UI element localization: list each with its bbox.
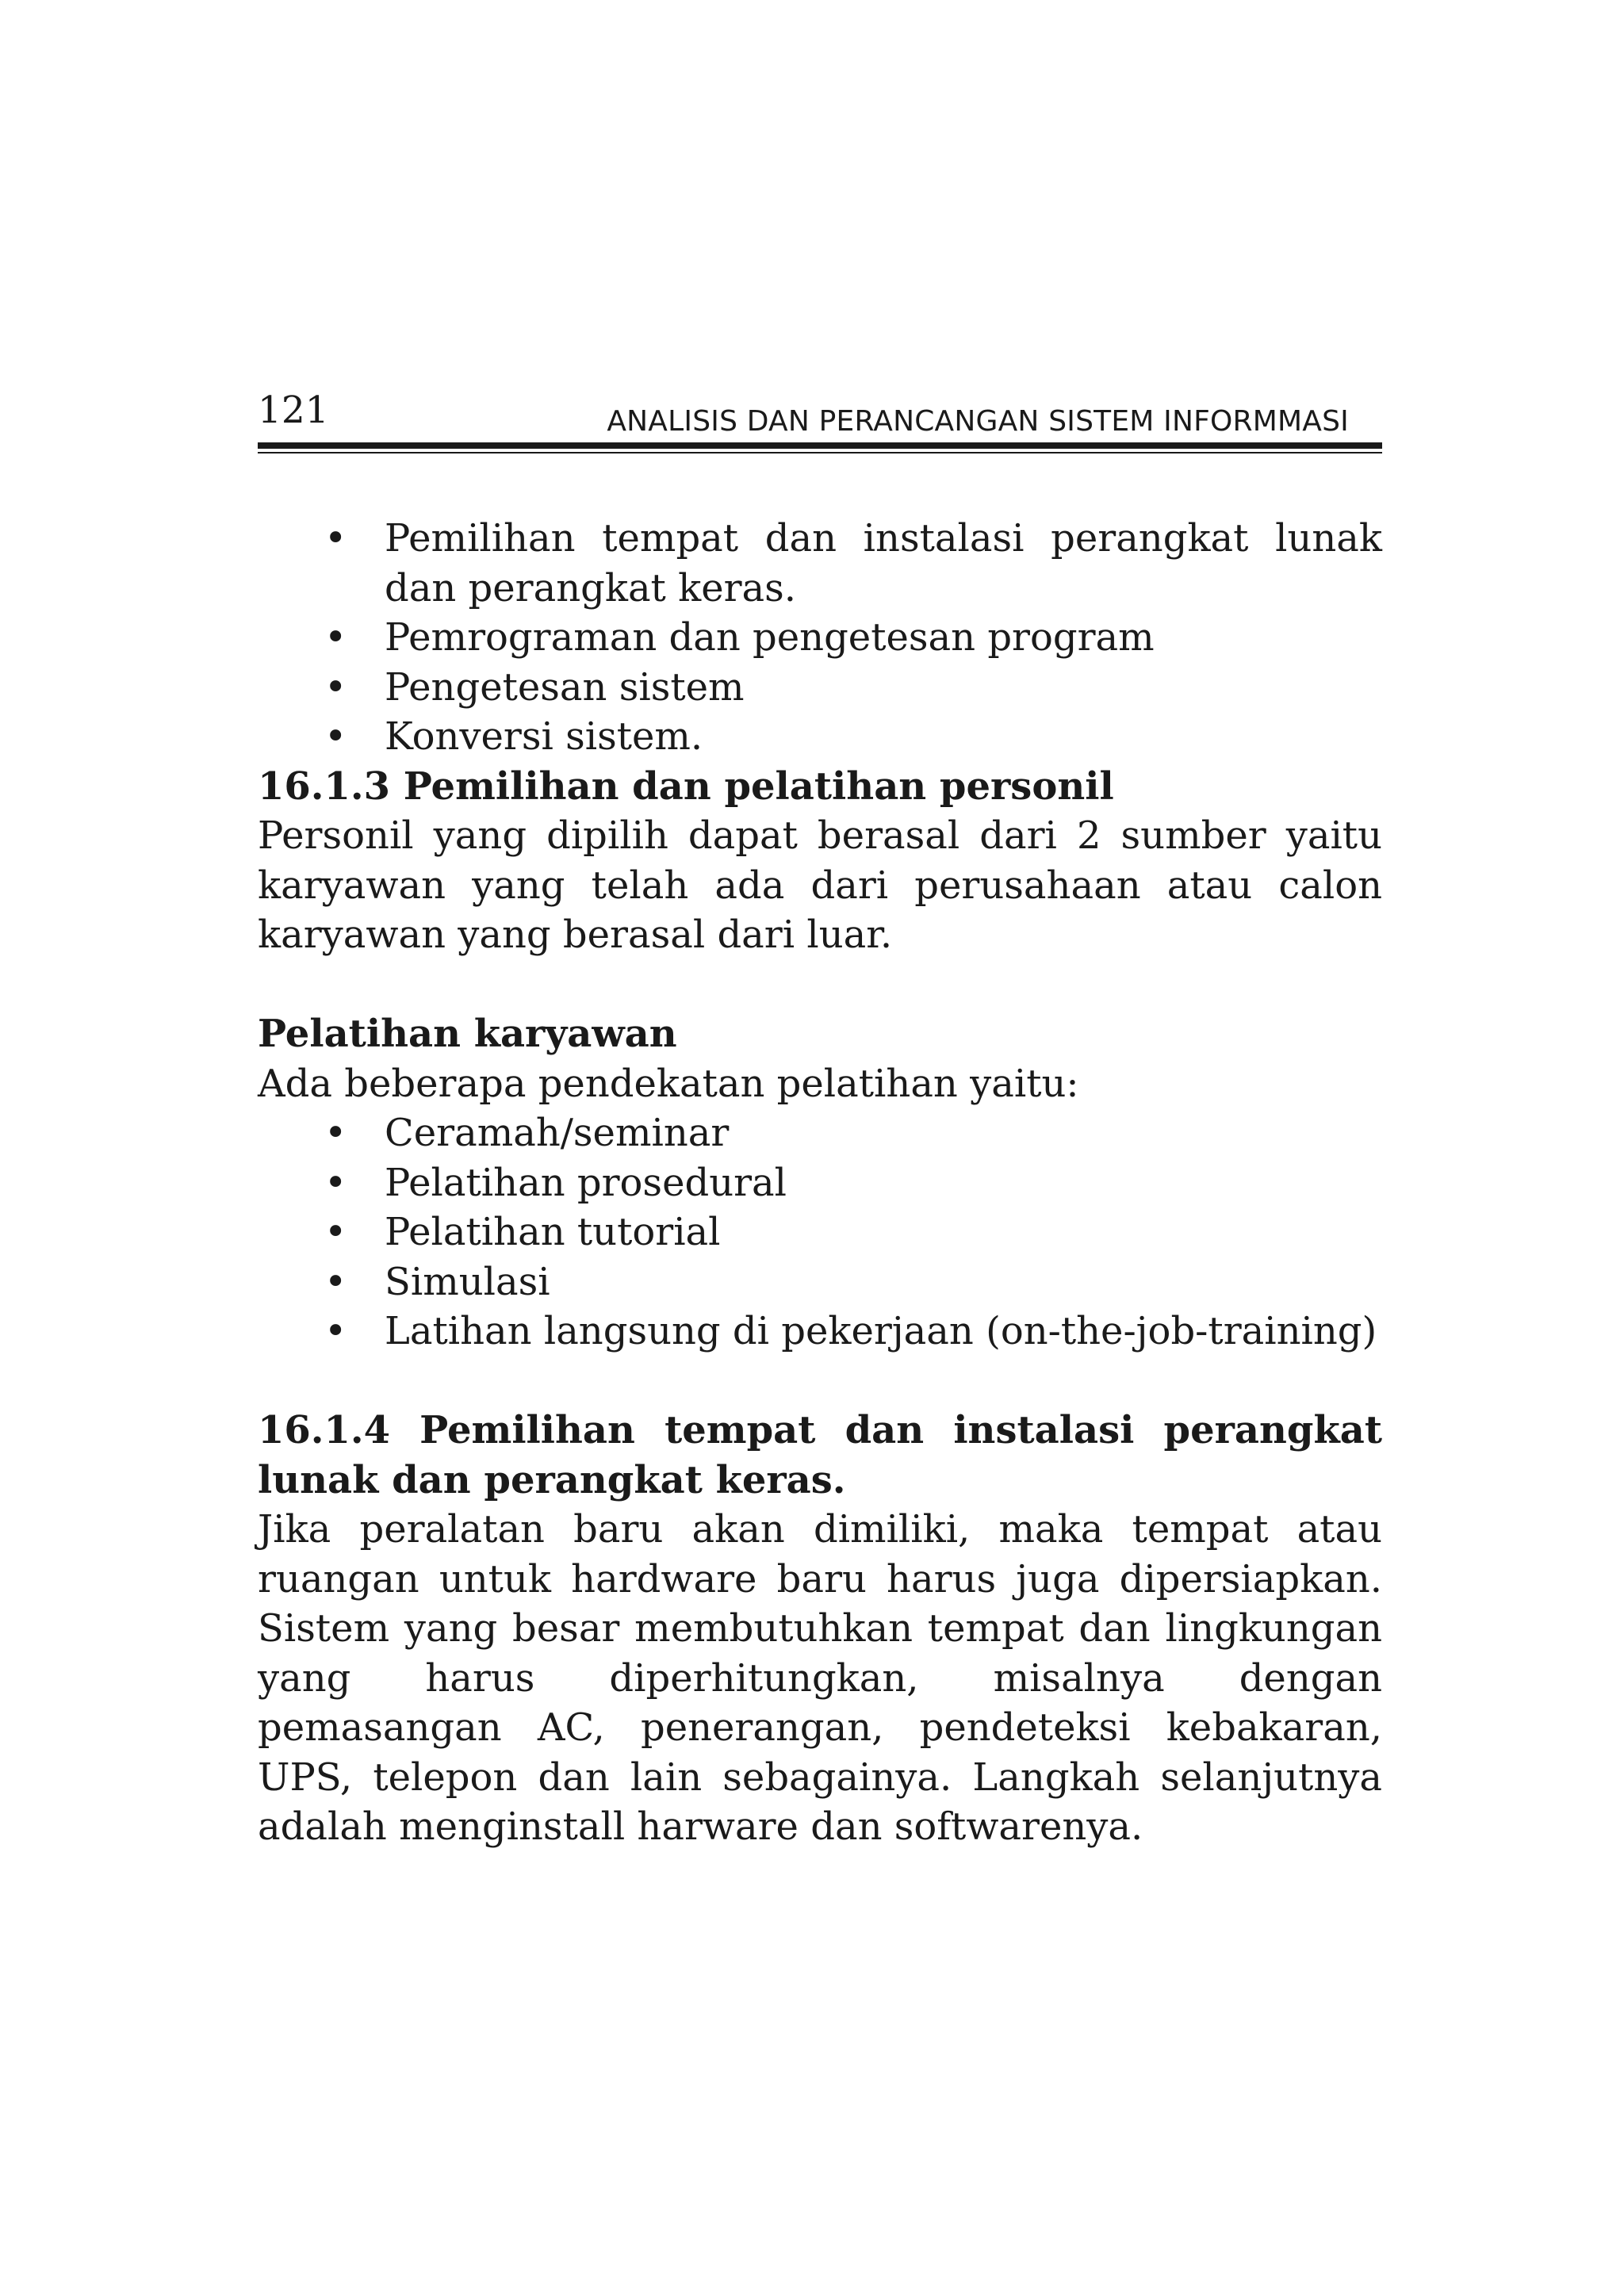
list-item [258,514,1382,613]
running-title: ANALISIS DAN PERANCANGAN SISTEM INFORMMASI [607,405,1349,438]
training-bullet-list [258,1108,1382,1357]
list-item [258,1207,1382,1257]
bullet-icon: • [324,1160,347,1205]
list-item [258,613,1382,663]
bullet-icon: • [324,615,347,660]
bullet-icon: • [324,714,347,759]
list-item [258,1257,1382,1307]
list-item-text: Konversi sistem. [385,714,703,759]
list-item [258,663,1382,713]
list-item-text: Pelatihan tutorial [385,1210,721,1254]
list-item [258,712,1382,762]
bullet-icon: • [324,1210,347,1254]
list-item-text: Pemrograman dan pengetesan program [385,615,1155,660]
bullet-icon: • [324,516,347,561]
list-item [258,1158,1382,1208]
list-item-text: Pengetesan sistem [385,664,745,710]
page-header [258,387,1382,438]
bullet-icon: • [324,664,347,710]
page-body [258,514,1382,1852]
list-item [258,1307,1382,1357]
section-heading-16-1-3: 16.1.3 Pemilihan dan pelatihan personil [258,763,1114,809]
list-item-text: Simulasi [385,1259,550,1304]
list-item [258,1108,1382,1158]
header-rule [258,442,1382,455]
section-paragraph-16-1-4: Jika peralatan baru akan dimiliki, maka tempat atau ruangan untuk hardware baru harus juga dipersiapkan. Sistem yang besar membutuhkan tempat dan lingkungan yang harus diperhitungkan, misalnya dengan pemasangan AC, penerangan, pendeteksi kebakaran, UPS, telepon dan lain sebagainya. Langkah selanjutnya adalah menginstall harware dan softwarenya. [258,1507,1382,1849]
list-item-text: Pemilihan tempat dan instalasi perangkat lunak dan perangkat keras. [385,516,1382,610]
spacer [258,1357,1382,1406]
header-rule-thick [258,442,1382,449]
section-paragraph-16-1-3: Personil yang dipilih dapat berasal dari 2 sumber yaitu karyawan yang telah ada dari perusahaan atau calon karyawan yang berasal dari luar. [258,813,1382,957]
list-item-text: Latihan langsung di pekerjaan (on-the-job-training) [385,1309,1377,1353]
training-intro: Ada beberapa pendekatan pelatihan yaitu: [258,1061,1079,1106]
training-heading: Pelatihan karyawan [258,1012,677,1056]
header-rule-thin [258,452,1382,453]
page-number: 121 [258,388,329,432]
bullet-icon: • [324,1309,347,1353]
list-item-text: Ceramah/seminar [385,1111,730,1155]
bullet-icon: • [324,1259,347,1304]
list-item-text: Pelatihan prosedural [385,1160,787,1205]
bullet-icon: • [324,1111,347,1155]
top-bullet-list [258,514,1382,762]
section-heading-16-1-4: 16.1.4 Pemilihan tempat dan instalasi perangkat lunak dan perangkat keras. [258,1408,1382,1502]
spacer [258,960,1382,1010]
